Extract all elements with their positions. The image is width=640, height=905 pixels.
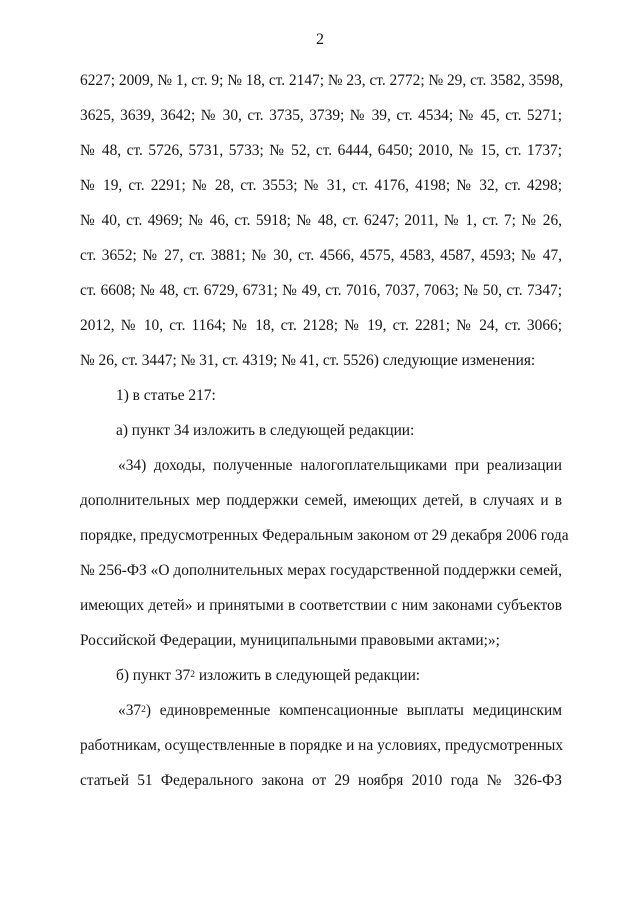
text-line: ст. 6608; № 48, ст. 6729, 6731; № 49, ст. 7016, 7037, 7063; № 50, ст. 7347; <box>80 282 562 299</box>
point-37-prefix: «37 <box>118 702 142 719</box>
superscript: 2 <box>141 705 146 715</box>
text-line: 6227; 2009, № 1, ст. 9; № 18, ст. 2147; № 23, ст. 2772; № 29, ст. 3582, 3598, <box>80 72 564 89</box>
text-line: имеющих детей» и принятыми в соответствии с ним законами субъектов <box>80 597 562 614</box>
text-line: № 40, ст. 4969; № 46, ст. 5918; № 48, ст. 6247; 2011, № 1, ст. 7; № 26, <box>80 212 562 229</box>
text-line: № 256-ФЗ «О дополнительных мерах государственной поддержки семей, <box>80 562 562 579</box>
text-line: № 26, ст. 3447; № 31, ст. 4319; № 41, ст. 5526) следующие изменения: <box>80 352 536 369</box>
text-line: работникам, осуществленные в порядке и на условиях, предусмотренных <box>80 737 564 754</box>
text-line: 2012, № 10, ст. 1164; № 18, ст. 2128; № 19, ст. 2281; № 24, ст. 3066; <box>80 317 562 334</box>
text-line: «34) доходы, полученные налогоплательщиками при реализации <box>118 457 562 474</box>
article-217-heading: 1) в статье 217: <box>116 387 216 404</box>
subpoint-b-heading <box>116 666 562 686</box>
subpoint-b-prefix: б) пункт 37 <box>116 667 191 684</box>
text-line: дополнительных мер поддержки семей, имеющих детей, в случаях и в <box>80 492 562 509</box>
superscript: 2 <box>190 670 195 680</box>
text-line: 3625, 3639, 3642; № 30, ст. 3735, 3739; № 39, ст. 4534; № 45, ст. 5271; <box>80 107 562 124</box>
page-number: 2 <box>316 31 324 48</box>
text-line: № 48, ст. 5726, 5731, 5733; № 52, ст. 6444, 6450; 2010, № 15, ст. 1737; <box>80 142 562 159</box>
text-line: ст. 3652; № 27, ст. 3881; № 30, ст. 4566, 4575, 4583, 4587, 4593; № 47, <box>80 247 562 264</box>
point-37-suffix: ) единовременные компенсационные выплаты медицинским <box>145 702 562 719</box>
text-line: порядке, предусмотренных Федеральным законом от 29 декабря 2006 года <box>80 527 569 544</box>
text-line: Российской Федерации, муниципальными правовыми актами;»; <box>80 632 500 649</box>
subpoint-a-heading: а) пункт 34 изложить в следующей редакции: <box>116 422 415 439</box>
text-line: № 19, ст. 2291; № 28, ст. 3553; № 31, ст. 4176, 4198; № 32, ст. 4298; <box>80 177 562 194</box>
point-37-2-line <box>118 701 562 721</box>
subpoint-b-suffix: изложить в следующей редакции: <box>194 667 421 684</box>
text-line: статьей 51 Федерального закона от 29 ноября 2010 года № 326-ФЗ <box>80 772 562 789</box>
